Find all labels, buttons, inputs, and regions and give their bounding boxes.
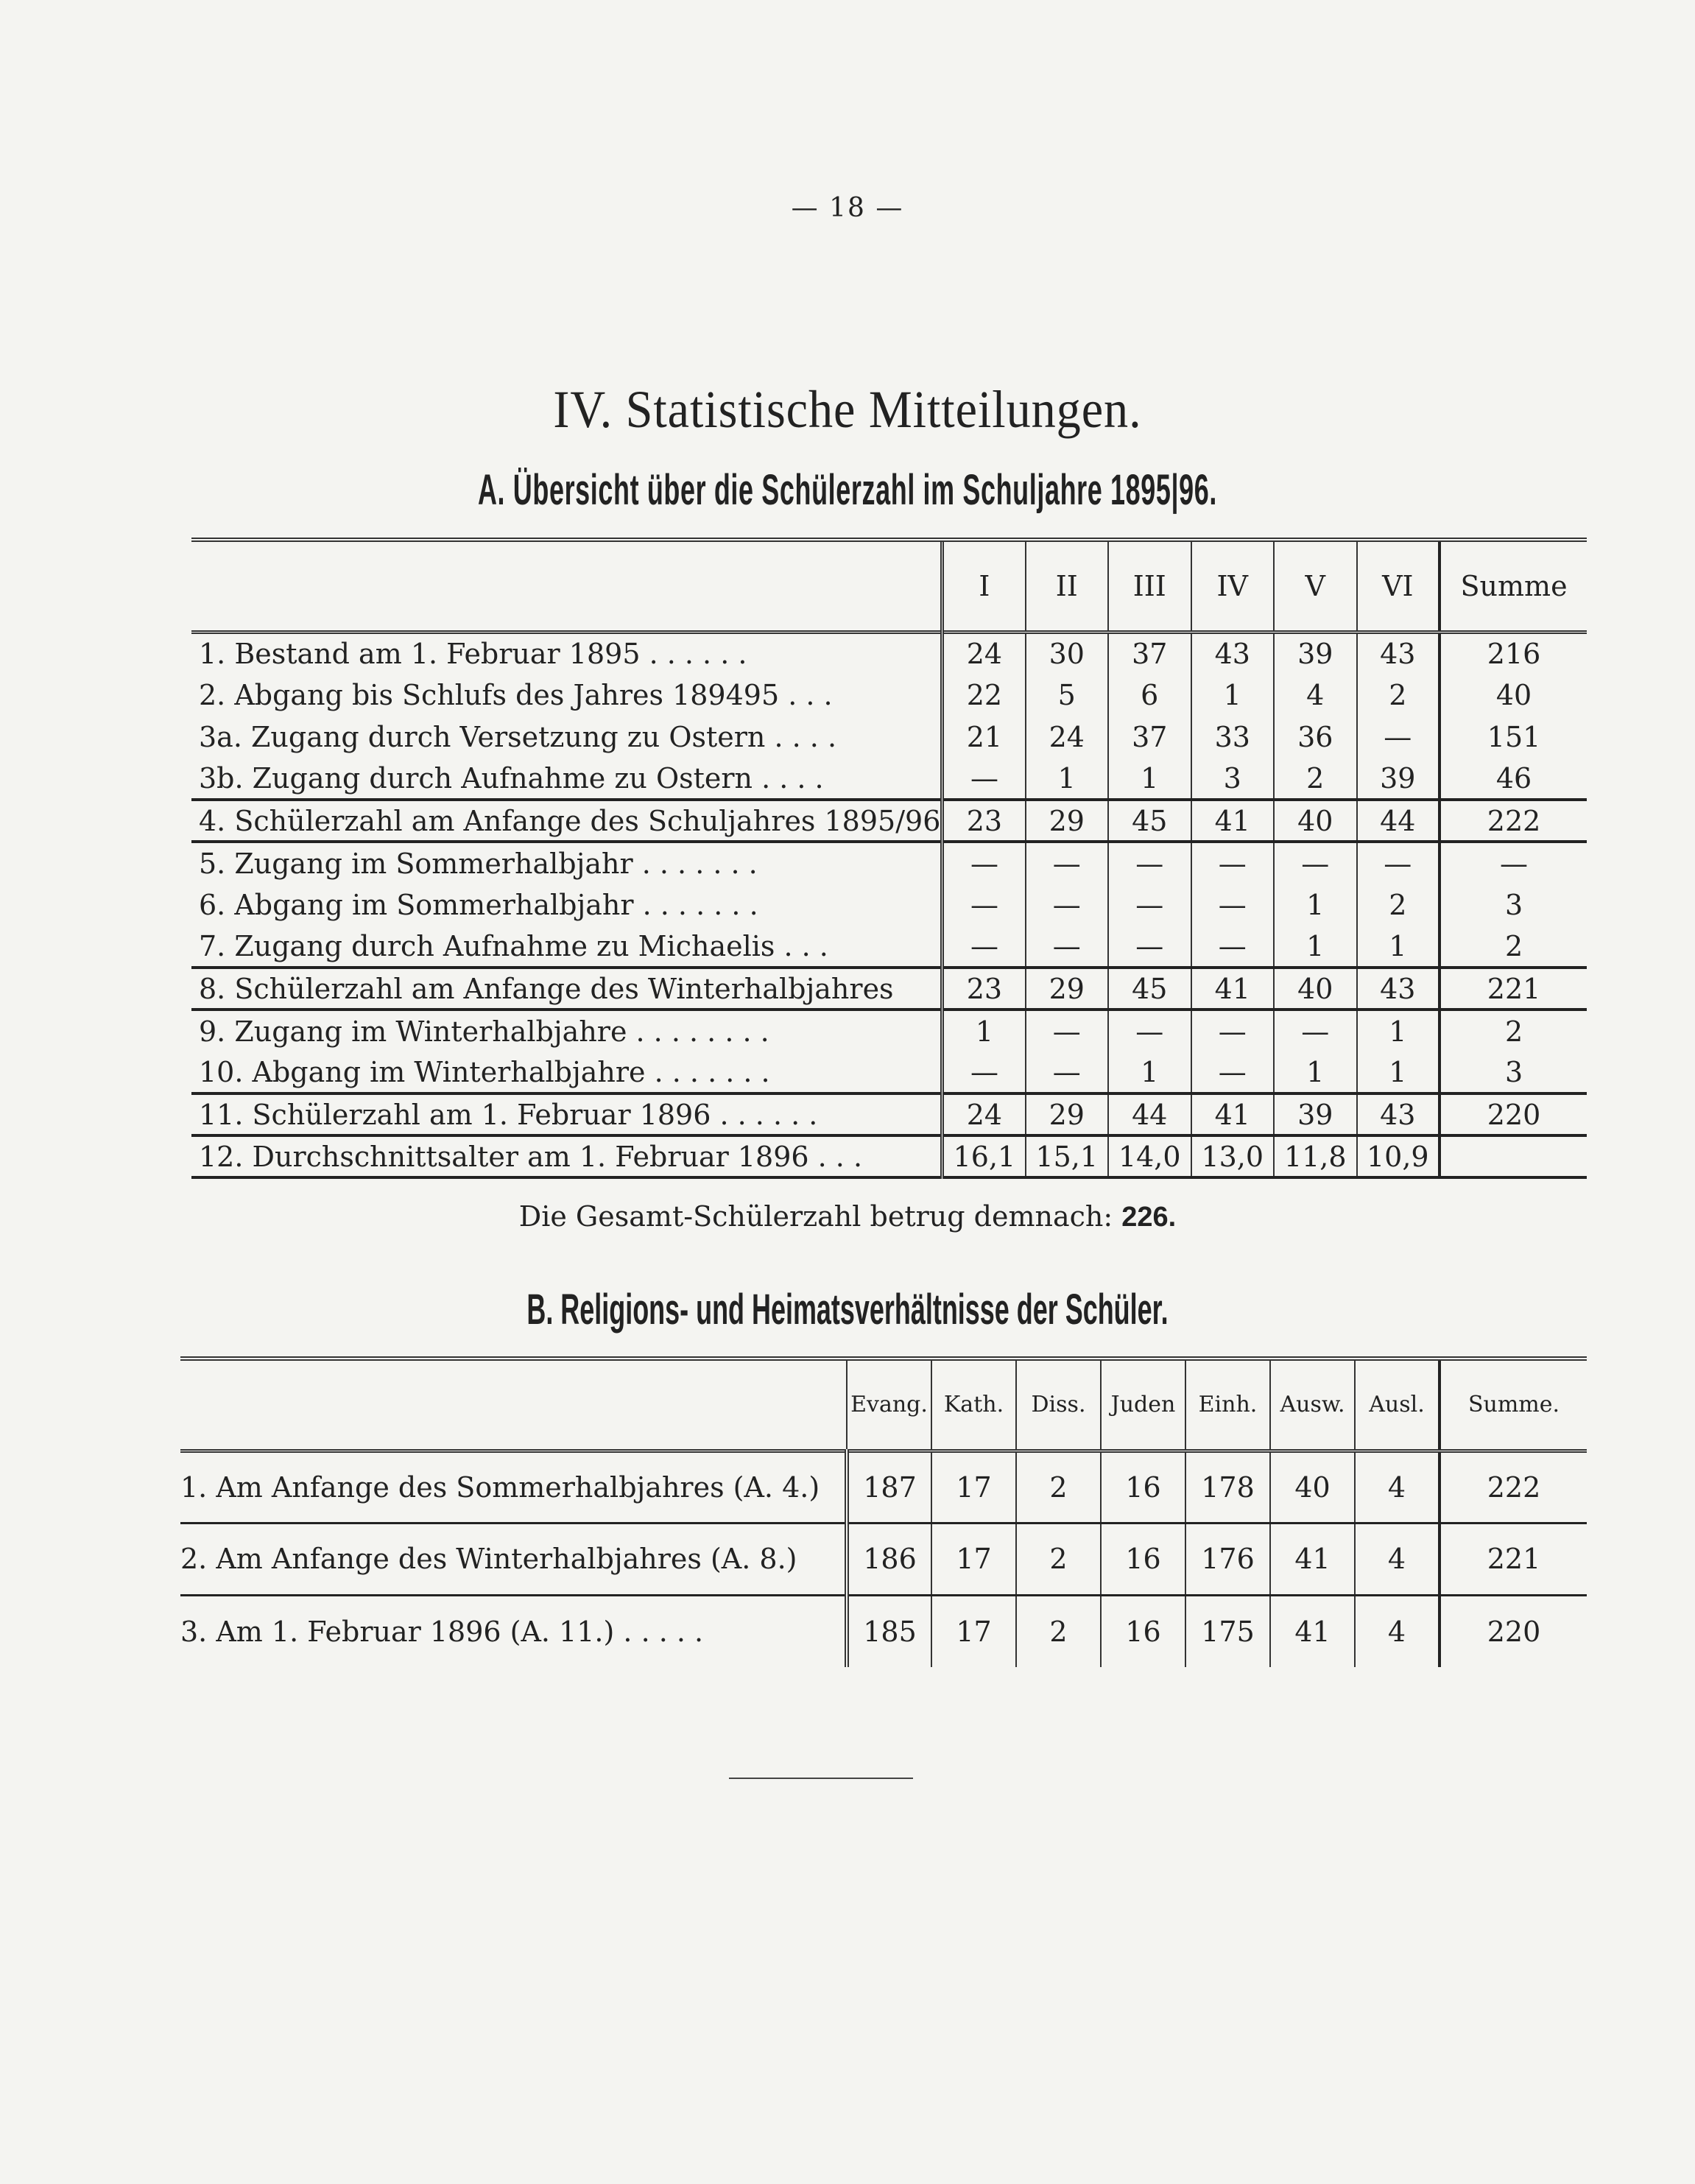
table-cell: 1 [1357,1010,1440,1052]
row-label: 11. Schülerzahl am 1. Februar 1896 . . . . . . [199,1098,818,1131]
table-row [191,1135,1587,1177]
table-cell: 33 [1191,716,1275,758]
row-label: 10. Abgang im Winterhalbjahre . . . . . . . [199,1055,770,1088]
table-cell: 186 [847,1523,931,1595]
table-cell: 1 [1026,758,1109,800]
table-cell: 40 [1274,800,1357,842]
row-label: 1. Bestand am 1. Februar 1895 . . . . . . [199,637,747,670]
table-cell: — [942,842,1026,884]
table-cell: 23 [942,800,1026,842]
table-row [191,632,1587,674]
table-row [191,884,1587,926]
table-cell: 222 [1439,800,1587,842]
table-cell: 4 [1355,1523,1439,1595]
row-label: 5. Zugang im Sommerhalbjahr . . . . . . . [199,847,758,880]
table-cell: 23 [942,968,1026,1010]
table-cell: — [942,1052,1026,1093]
row-label: 12. Durchschnittsalter am 1. Februar 1896 . . . [199,1140,863,1173]
table-cell: — [1439,842,1587,884]
table-cell: — [1274,1010,1357,1052]
row-label: 1. Am Anfange des Sommerhalbjahres (A. 4.) [180,1470,820,1504]
table-cell: — [942,758,1026,800]
table-cell: 41 [1191,1093,1275,1135]
table-cell: 1 [942,1010,1026,1052]
row-label: 3a. Zugang durch Versetzung zu Ostern . . . . [199,720,837,753]
table-cell: 15,1 [1026,1135,1109,1177]
table-cell: 151 [1439,716,1587,758]
table-row [180,1451,1587,1523]
total-text: Die Gesamt-Schülerzahl betrug demnach: [518,1200,1113,1233]
table-cell: 41 [1270,1523,1355,1595]
table-cell: 178 [1185,1451,1270,1523]
religion-origin-table [180,1356,1587,1667]
table-cell: 3 [1439,1052,1587,1093]
table-cell: 45 [1108,968,1191,1010]
table-cell: 14,0 [1108,1135,1191,1177]
table-cell: 1 [1274,1052,1357,1093]
table-cell: 222 [1439,1451,1587,1523]
table-cell: 4 [1355,1595,1439,1667]
total-value: 226. [1121,1202,1177,1233]
table-cell: 36 [1274,716,1357,758]
table-cell: 1 [1108,1052,1191,1093]
table-cell: 22 [942,674,1026,716]
header-label-cell [180,1359,847,1451]
table-cell: 24 [1026,716,1109,758]
table-cell: 44 [1108,1093,1191,1135]
column-header: IV [1191,540,1275,632]
table-cell: 41 [1270,1595,1355,1667]
table-cell: 37 [1108,716,1191,758]
row-label: 9. Zugang im Winterhalbjahre . . . . . . . . [199,1015,769,1048]
table-cell: 21 [942,716,1026,758]
column-header: Einh. [1185,1359,1270,1451]
table-cell: 46 [1439,758,1587,800]
table-cell: 41 [1191,800,1275,842]
table-cell: 24 [942,1093,1026,1135]
table-cell: — [1357,842,1440,884]
table-cell: — [1191,1010,1275,1052]
table-cell: 6 [1108,674,1191,716]
table-cell: 221 [1439,1523,1587,1595]
row-label: 7. Zugang durch Aufnahme zu Michaelis . . . [199,929,828,962]
total-students-line [0,1200,1695,1233]
table-row [180,1523,1587,1595]
row-label: 8. Schülerzahl am Anfange des Winterhalbjahres [199,972,894,1005]
row-label: 3. Am 1. Februar 1896 (A. 11.) . . . . . [180,1615,704,1648]
column-header: II [1026,540,1109,632]
table-cell: 40 [1439,674,1587,716]
table-cell: — [1191,1052,1275,1093]
column-header: Kath. [931,1359,1016,1451]
table-cell: 41 [1191,968,1275,1010]
table-cell: 4 [1355,1451,1439,1523]
row-label: 3b. Zugang durch Aufnahme zu Ostern . . . . [199,761,824,795]
table-cell: 2 [1439,1010,1587,1052]
row-label: 4. Schülerzahl am Anfange des Schuljahres 1895/96 [199,804,941,837]
row-label: 6. Abgang im Sommerhalbjahr . . . . . . . [199,888,758,921]
table-cell: 11,8 [1274,1135,1357,1177]
end-rule [729,1778,913,1779]
table-cell: 29 [1026,968,1109,1010]
table-cell: 2 [1357,884,1440,926]
table-cell: 39 [1357,758,1440,800]
table-cell: 16 [1101,1595,1185,1667]
table-cell: — [1026,842,1109,884]
table-cell: 1 [1108,758,1191,800]
table-cell: 40 [1270,1451,1355,1523]
table-cell: — [1108,842,1191,884]
table-row [180,1595,1587,1667]
row-label: 2. Am Anfange des Winterhalbjahres (A. 8.) [180,1543,797,1575]
table-cell: — [1191,842,1275,884]
table-cell: 1 [1191,674,1275,716]
column-header: Evang. [847,1359,931,1451]
row-label: 2. Abgang bis Schlufs des Jahres 189495 . . . [199,678,833,711]
table-cell: 5 [1026,674,1109,716]
table-cell: 2 [1016,1595,1101,1667]
table-a-title: A. Übersicht über die Schülerzahl im Schuljahre 1895|96. [477,466,1218,514]
table-cell: 1 [1357,1052,1440,1093]
table-row [191,842,1587,884]
table-row [191,968,1587,1010]
table-cell: — [1108,884,1191,926]
table-cell: 13,0 [1191,1135,1275,1177]
table-cell: 216 [1439,632,1587,674]
table-cell: 2 [1274,758,1357,800]
column-header: VI [1357,540,1440,632]
table-cell: 43 [1357,632,1440,674]
table-row [191,758,1587,800]
table-row [191,716,1587,758]
table-header-row [180,1359,1587,1451]
table-cell: — [1191,926,1275,968]
table-cell: 220 [1439,1595,1587,1667]
table-cell: 24 [942,632,1026,674]
column-header: Juden [1101,1359,1185,1451]
table-cell: 29 [1026,1093,1109,1135]
table-cell: 17 [931,1523,1016,1595]
table-cell: 16 [1101,1523,1185,1595]
table-cell: 4 [1274,674,1357,716]
table-cell: 175 [1185,1595,1270,1667]
table-cell: — [942,926,1026,968]
column-header: I [942,540,1026,632]
table-cell: 17 [931,1451,1016,1523]
table-cell: 2 [1439,926,1587,968]
table-cell: 220 [1439,1093,1587,1135]
table-cell: 37 [1108,632,1191,674]
table-cell: 1 [1357,926,1440,968]
column-header: Ausw. [1270,1359,1355,1451]
student-count-table [191,538,1587,1179]
table-cell: 16 [1101,1451,1185,1523]
table-cell: — [1108,926,1191,968]
table-cell: 2 [1016,1523,1101,1595]
column-header: III [1108,540,1191,632]
table-row [191,1052,1587,1093]
table-cell: 3 [1191,758,1275,800]
table-cell: 1 [1274,926,1357,968]
table-cell: — [1026,926,1109,968]
section-heading: IV. Statistische Mitteilungen. [553,380,1142,439]
table-cell: — [1191,884,1275,926]
table-cell: 187 [847,1451,931,1523]
table-cell: 176 [1185,1523,1270,1595]
column-header: Diss. [1016,1359,1101,1451]
table-cell: 221 [1439,968,1587,1010]
column-header: Ausl. [1355,1359,1439,1451]
table-cell: — [1108,1010,1191,1052]
table-cell: 40 [1274,968,1357,1010]
page-number: — 18 — [791,193,904,223]
table-header-row [191,540,1587,632]
table-row [191,926,1587,968]
table-cell: 185 [847,1595,931,1667]
table-cell: — [942,884,1026,926]
table-cell: — [1026,1052,1109,1093]
table-cell: 29 [1026,800,1109,842]
table-cell: 3 [1439,884,1587,926]
column-header: V [1274,540,1357,632]
table-cell: — [1357,716,1440,758]
table-cell: 39 [1274,632,1357,674]
header-label-cell [191,540,942,632]
table-cell: 45 [1108,800,1191,842]
table-row [191,800,1587,842]
table-cell: 2 [1357,674,1440,716]
table-cell: 43 [1357,1093,1440,1135]
table-cell: 30 [1026,632,1109,674]
table-cell: — [1026,884,1109,926]
column-header: Summe [1439,540,1587,632]
table-row [191,1093,1587,1135]
table-b-title: B. Religions- und Heimatsverhältnisse der Schüler. [526,1286,1169,1334]
column-header: Summe. [1439,1359,1587,1451]
table-cell: 39 [1274,1093,1357,1135]
table-cell: 16,1 [942,1135,1026,1177]
table-row [191,674,1587,716]
table-cell: 43 [1191,632,1275,674]
table-cell: 43 [1357,968,1440,1010]
table-cell: 2 [1016,1451,1101,1523]
table-cell: 17 [931,1595,1016,1667]
table-row [191,1010,1587,1052]
table-cell: — [1274,842,1357,884]
table-cell: 1 [1274,884,1357,926]
table-cell [1439,1135,1587,1177]
table-cell: — [1026,1010,1109,1052]
table-cell: 10,9 [1357,1135,1440,1177]
table-cell: 44 [1357,800,1440,842]
